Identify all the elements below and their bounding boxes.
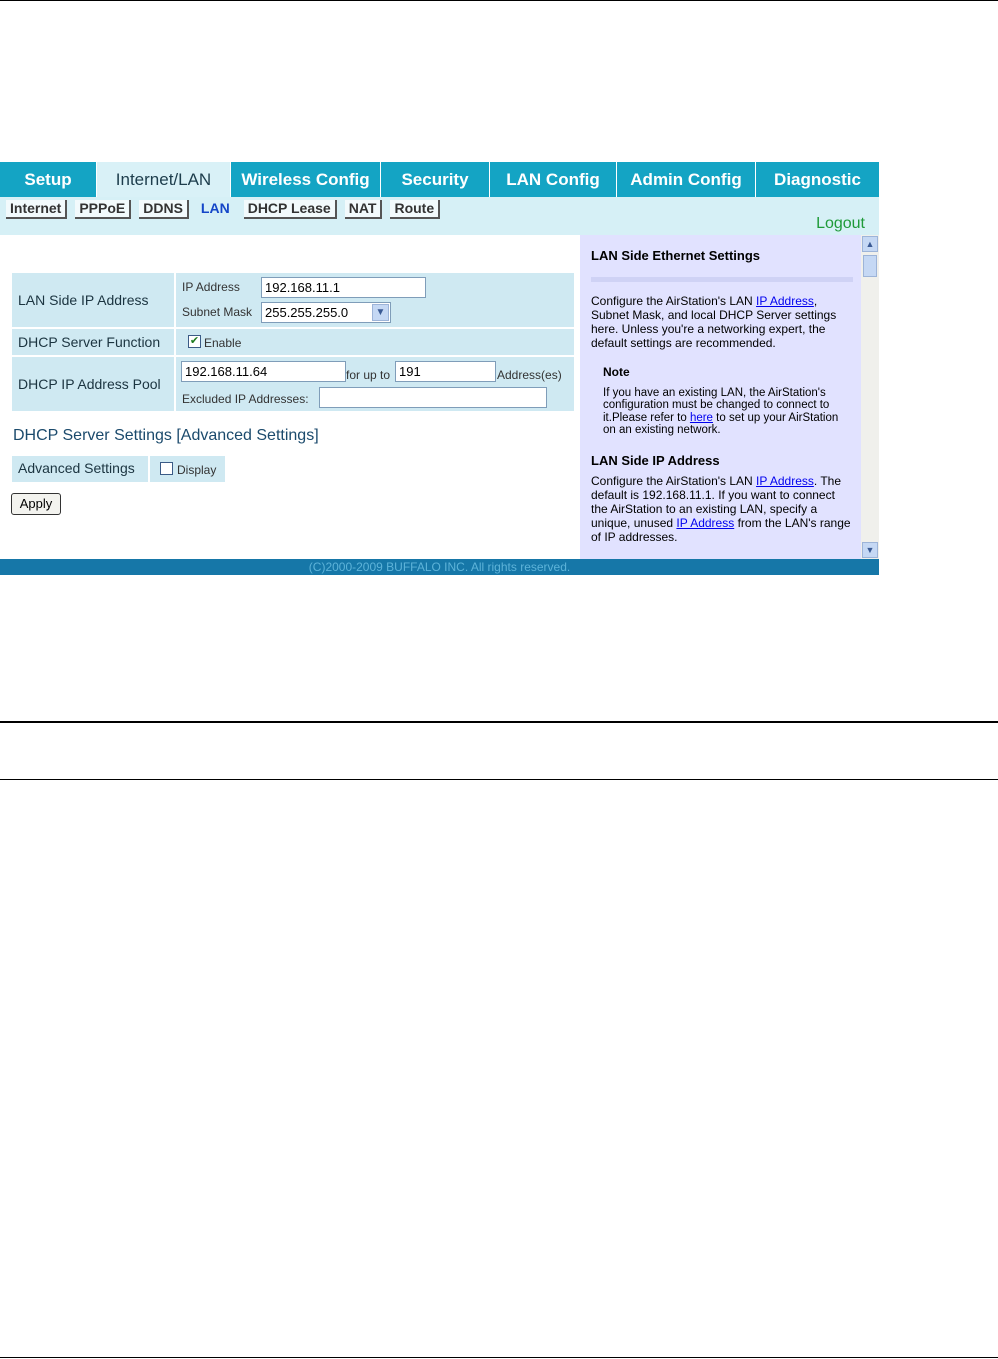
dhcp-function-label: DHCP Server Function: [18, 334, 161, 350]
lan-ip-label: LAN Side IP Address: [18, 292, 149, 308]
mid-rule-upper: [0, 721, 998, 723]
help-note: [603, 366, 853, 437]
help-link-here[interactable]: here: [689, 411, 713, 424]
display-checkbox[interactable]: [160, 462, 173, 475]
tab-lan-config[interactable]: LAN Config: [490, 162, 617, 197]
pool-for-up-to-label: for up to: [346, 368, 391, 382]
tab-security[interactable]: Security: [381, 162, 490, 197]
advanced-label: Advanced Settings: [18, 460, 135, 476]
subtab-route[interactable]: Route: [390, 200, 440, 219]
subtab-pppoe[interactable]: PPPoE: [75, 200, 131, 219]
settings-form: [0, 235, 580, 559]
chevron-down-icon[interactable]: ▼: [372, 304, 389, 321]
bottom-rule: [0, 1357, 998, 1358]
display-label: Display: [177, 463, 217, 477]
help-scrollbar[interactable]: [861, 235, 879, 559]
pool-count-input[interactable]: 191: [395, 361, 496, 382]
subtab-dhcp-lease[interactable]: DHCP Lease: [244, 200, 337, 219]
subtab-internet[interactable]: Internet: [6, 200, 67, 219]
help-paragraph-1: Configure the AirStation's LAN IP Address, Subnet Mask, and local DHCP Server settings here. Unless you're a networking expert, the default settings are recommended.: [591, 294, 837, 350]
help-note-text: If you have an existing LAN, the AirStation's configuration must be changed to connect to it.Please refer to here to set up your AirStation on an existing network.: [603, 386, 839, 436]
lan-ip-label-cell: [12, 273, 174, 327]
help-title-lan-ip: LAN Side IP Address: [591, 452, 720, 468]
subtab-ddns[interactable]: DDNS: [139, 200, 189, 219]
dhcp-enable-checkbox[interactable]: ✔: [189, 335, 200, 347]
dhcp-function-label-cell: [12, 329, 174, 355]
advanced-section-title: DHCP Server Settings [Advanced Settings]: [13, 427, 319, 444]
help-panel: [580, 235, 861, 559]
mid-rule-lower: [0, 779, 998, 780]
tab-admin-config[interactable]: Admin Config: [617, 162, 756, 197]
ip-address-input[interactable]: 192.168.11.1: [261, 277, 426, 298]
sub-tab-bar: [0, 197, 879, 235]
lan-ip-fields-cell: [176, 273, 574, 327]
tab-diagnostic[interactable]: Diagnostic: [774, 170, 861, 189]
main-tab-bar: [0, 162, 879, 197]
dhcp-enable-label: Enable: [204, 336, 242, 350]
advanced-label-cell: [12, 456, 148, 482]
help-note-title: Note: [603, 365, 630, 379]
router-admin-screenshot: [0, 162, 879, 575]
advanced-display-cell: [150, 456, 225, 482]
pool-addresses-suffix: Address(es): [497, 368, 562, 382]
scroll-thumb[interactable]: [863, 255, 877, 277]
help-title-ethernet: LAN Side Ethernet Settings: [591, 248, 761, 263]
help-link-ip-address[interactable]: IP Address: [756, 294, 814, 308]
dhcp-function-fields-cell: [176, 329, 574, 355]
top-rule: [0, 0, 998, 1]
help-link-ip-address-3[interactable]: IP Address: [676, 515, 735, 530]
tab-internet-lan[interactable]: Internet/LAN: [97, 162, 231, 197]
ip-address-label: IP Address: [182, 280, 240, 294]
subtab-nat[interactable]: NAT: [345, 200, 383, 219]
help-divider: [591, 277, 853, 282]
pool-fields-cell: [176, 357, 574, 411]
subnet-mask-select[interactable]: [261, 302, 391, 323]
subnet-mask-value: 255.255.255.0: [265, 305, 349, 320]
help-link-ip-address-2[interactable]: IP Address: [756, 473, 814, 488]
help-paragraph-2: Configure the AirStation's LAN IP Address. The default is 192.168.11.1. If you want to connect the AirStation to an existing LAN, specify a unique, unused IP Address from the LAN's range of IP addresses.: [591, 473, 851, 544]
logout-link[interactable]: Logout: [816, 215, 865, 232]
pool-label: DHCP IP Address Pool: [18, 376, 161, 392]
subnet-mask-label: Subnet Mask: [182, 305, 253, 319]
tab-setup[interactable]: Setup: [0, 162, 97, 197]
scroll-up-icon[interactable]: ▲: [862, 236, 878, 252]
tab-wireless-config[interactable]: Wireless Config: [231, 162, 381, 197]
footer-copyright: (C)2000-2009 BUFFALO INC. All rights reserved.: [0, 559, 879, 575]
subtab-lan[interactable]: LAN: [197, 200, 236, 219]
excluded-input[interactable]: [319, 387, 547, 408]
pool-label-cell: [12, 357, 174, 411]
scroll-down-icon[interactable]: ▼: [862, 542, 878, 558]
excluded-label: Excluded IP Addresses:: [182, 392, 309, 406]
apply-button[interactable]: Apply: [11, 493, 61, 515]
pool-start-input[interactable]: 192.168.11.64: [181, 361, 346, 382]
